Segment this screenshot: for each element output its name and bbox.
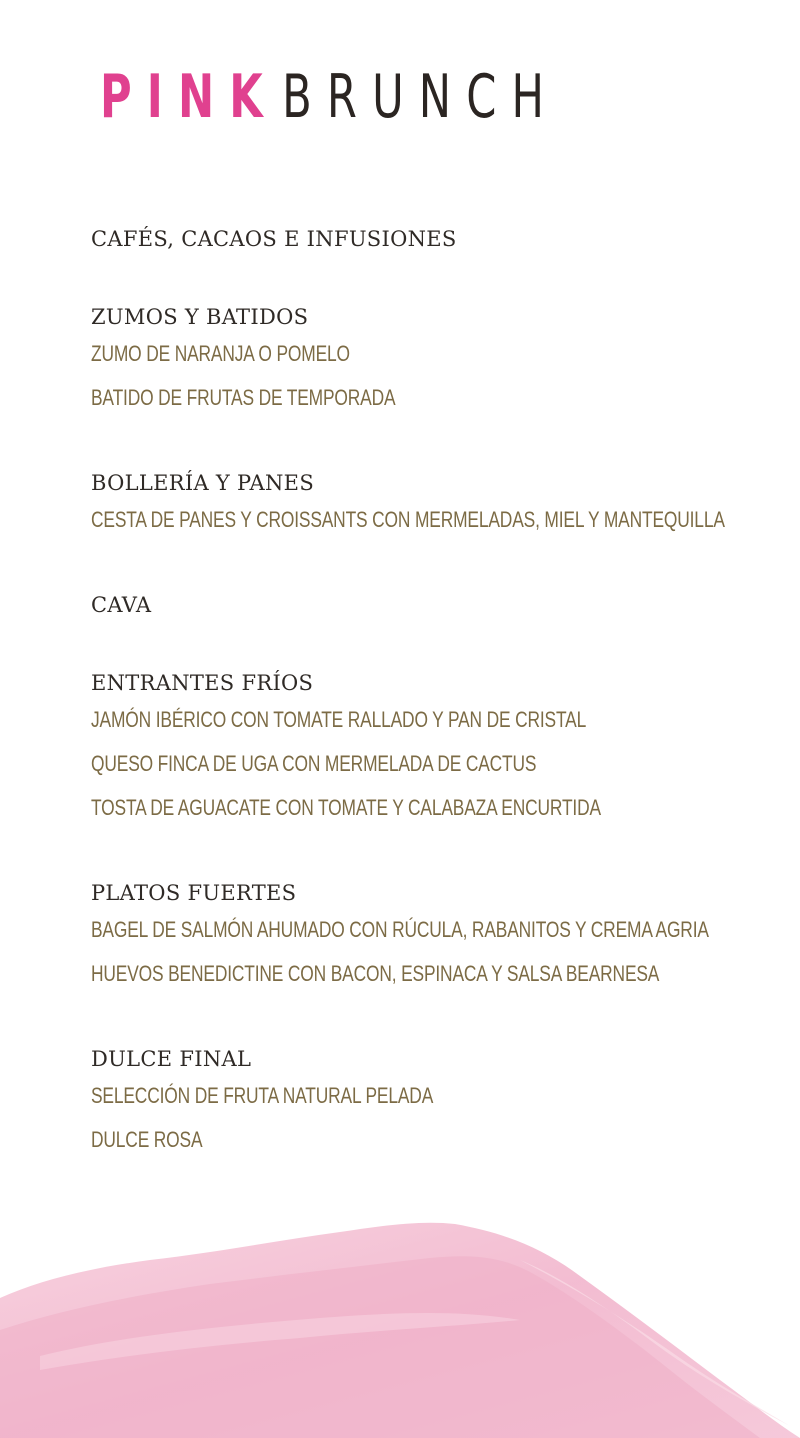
menu-sections bbox=[91, 224, 791, 1210]
menu-item: SELECCIÓN DE FRUTA NATURAL PELADA bbox=[91, 1083, 434, 1108]
section-title: BOLLERÍA Y PANES bbox=[91, 471, 315, 495]
section-title: CAVA bbox=[91, 593, 152, 617]
menu-item: BAGEL DE SALMÓN AHUMADO CON RÚCULA, RABANITOS Y CREMA AGRIA bbox=[91, 917, 709, 942]
menu-item: QUESO FINCA DE UGA CON MERMELADA DE CACTUS bbox=[91, 751, 537, 776]
menu-section-cafes bbox=[91, 224, 791, 254]
section-title: ZUMOS Y BATIDOS bbox=[91, 305, 309, 329]
title-pink-word: PINK bbox=[100, 62, 278, 132]
menu-section-zumos bbox=[91, 302, 791, 420]
section-title: DULCE FINAL bbox=[91, 1047, 252, 1071]
section-title: CAFÉS, CACAOS E INFUSIONES bbox=[91, 227, 457, 251]
watercolor-brush-icon bbox=[0, 1180, 800, 1438]
menu-item: JAMÓN IBÉRICO CON TOMATE RALLADO Y PAN DE CRISTAL bbox=[91, 707, 587, 732]
title-dark-word: BRUNCH bbox=[282, 62, 560, 132]
menu-item: HUEVOS BENEDICTINE CON BACON, ESPINACA Y SALSA BEARNESA bbox=[91, 961, 660, 986]
menu-section-cava bbox=[91, 590, 791, 620]
menu-section-entrantes bbox=[91, 668, 791, 830]
menu-item: TOSTA DE AGUACATE CON TOMATE Y CALABAZA ENCURTIDA bbox=[91, 795, 601, 820]
section-title: ENTRANTES FRÍOS bbox=[91, 671, 314, 695]
menu-item: CESTA DE PANES Y CROISSANTS CON MERMELADAS, MIEL Y MANTEQUILLA bbox=[91, 507, 725, 532]
menu-section-dulce bbox=[91, 1044, 791, 1162]
menu-section-platos bbox=[91, 878, 791, 996]
menu-section-bolleria bbox=[91, 468, 791, 542]
menu-item: DULCE ROSA bbox=[91, 1127, 203, 1152]
section-title: PLATOS FUERTES bbox=[91, 881, 297, 905]
menu-item: BATIDO DE FRUTAS DE TEMPORADA bbox=[91, 385, 396, 410]
menu-title bbox=[100, 62, 559, 132]
menu-item: ZUMO DE NARANJA O POMELO bbox=[91, 341, 350, 366]
